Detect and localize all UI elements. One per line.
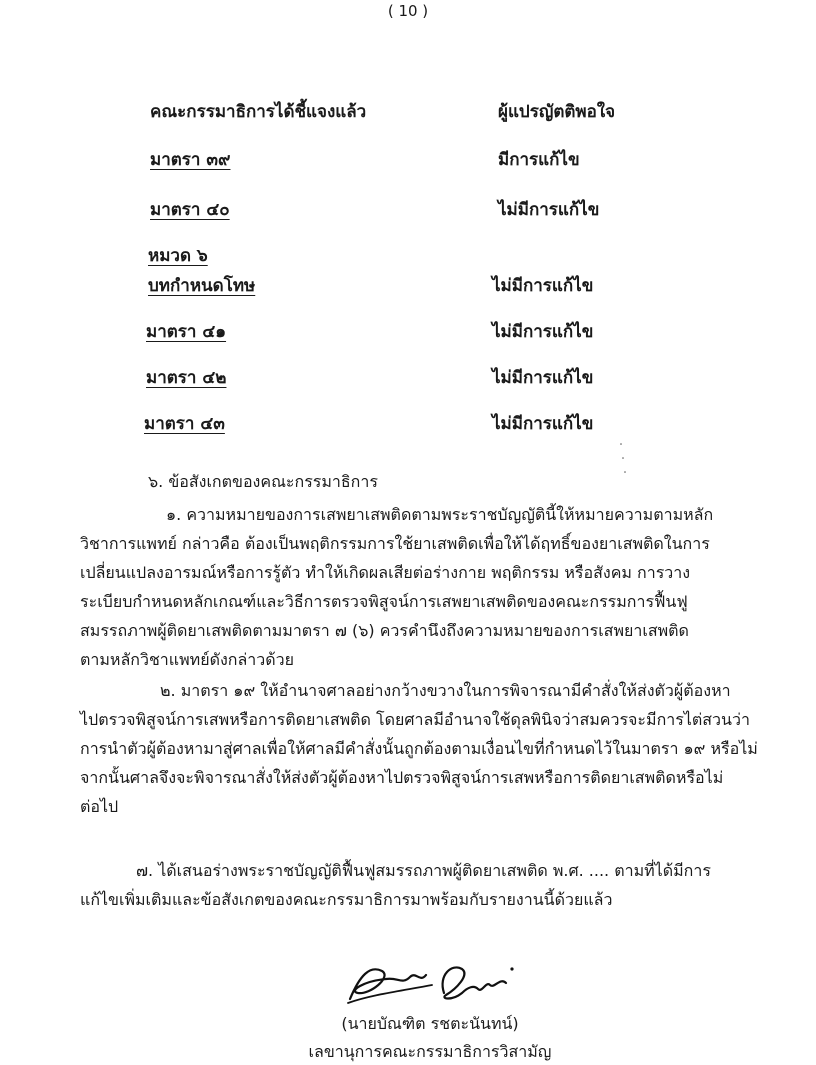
paragraph-line: ตามหลักวิชาแพทย์ดังกล่าวด้วย [80, 650, 294, 669]
row-label: มาตรา ๔๒ [146, 368, 227, 388]
section-6-paragraph-2 [80, 676, 758, 821]
paragraph-line: การนำตัวผู้ต้องหามาสู่ศาลเพื่อให้ศาลมีคำสั่งนั้นถูกต้องตามเงื่อนไขที่กำหนดไว้ในมาตรา ๑๙ หรือไม่ [80, 739, 758, 758]
row-label: มาตรา ๔๑ [146, 322, 227, 342]
row-label: บทกำหนดโทษ [148, 276, 256, 296]
row-label: มาตรา ๔๓ [144, 414, 225, 434]
paragraph-line: ๑. ความหมายของการเสพยาเสพติดตามพระราชบัญญัตินี้ให้หมายความตามหลัก [166, 505, 714, 524]
row-section-39 [0, 146, 816, 170]
paragraph-line: ระเบียบกำหนดหลักเกณฑ์และวิธีการตรวจพิสูจน์การเสพยาเสพติดของคณะกรรมการฟื้นฟู [80, 592, 688, 611]
header-right: ผู้แปรญัตติพอใจ [498, 102, 616, 122]
row-section-43 [0, 410, 816, 434]
row-section-40 [0, 196, 816, 220]
paragraph-line: วิชาการแพทย์ กล่าวคือ ต้องเป็นพฤติกรรมการใช้ยาเสพติดเพื่อให้ได้ฤทธิ์ของยาเสพติดในการ [80, 534, 710, 553]
row-status: ไม่มีการแก้ไข [492, 368, 594, 388]
header-left: คณะกรรมาธิการได้ชี้แจงแล้ว [150, 102, 367, 122]
row-status: ไม่มีการแก้ไข [492, 276, 594, 296]
paragraph-line: สมรรถภาพผู้ติดยาเสพติดตามมาตรา ๗ (๖) ควรคำนึงถึงความหมายของการเสพยาเสพติด [80, 621, 689, 640]
row-section-42 [0, 364, 816, 388]
row-status: มีการแก้ไข [498, 150, 580, 170]
signatory-title: เลขานุการคณะกรรมาธิการวิสามัญ [308, 1042, 552, 1061]
paragraph-line: เปลี่ยนแปลงอารมณ์หรือการรู้ตัว ทำให้เกิดผลเสียต่อร่างกาย พฤติกรรม หรือสังคม การวาง [80, 563, 691, 582]
page-number: ( 10 ) [387, 2, 429, 20]
paragraph-line: แก้ไขเพิ่มเติมและข้อสังเกตของคณะกรรมาธิการมาพร้อมกับรายงานนี้ด้วยแล้ว [80, 890, 613, 909]
paragraph-line: ต่อไป [80, 797, 119, 816]
row-label: หมวด ๖ [148, 246, 208, 266]
row-chapter-6 [0, 242, 816, 266]
row-section-41 [0, 318, 816, 342]
section-6-heading: ๖. ข้อสังเกตของคณะกรรมาธิการ [148, 472, 378, 491]
handwritten-signature [340, 955, 530, 1015]
row-status: ไม่มีการแก้ไข [492, 414, 594, 434]
section-7-paragraph [80, 856, 732, 914]
row-label: มาตรา ๓๙ [150, 150, 231, 170]
section-6-paragraph-1 [80, 500, 732, 674]
row-penalty-provisions [0, 272, 816, 296]
row-label: มาตรา ๔๐ [150, 200, 230, 220]
signatory-name: (นายบัณฑิต รชตะนันทน์) [341, 1014, 519, 1033]
paragraph-line: จากนั้นศาลจึงจะพิจารณาสั่งให้ส่งตัวผู้ต้องหาไปตรวจพิสูจน์การเสพหรือการติดยาเสพติดหรือไม่ [80, 768, 724, 787]
paragraph-line: ๒. มาตรา ๑๙ ให้อำนาจศาลอย่างกว้างขวางในการพิจารณามีคำสั่งให้ส่งตัวผู้ต้องหา [160, 681, 731, 700]
scan-speck [617, 438, 629, 478]
paragraph-line: ๗. ได้เสนอร่างพระราชบัญญัติฟื้นฟูสมรรถภาพผู้ติดยาเสพติด พ.ศ. .... ตามที่ได้มีการ [136, 861, 711, 880]
row-status: ไม่มีการแก้ไข [498, 200, 600, 220]
row-status: ไม่มีการแก้ไข [492, 322, 594, 342]
column-header-row [0, 98, 816, 122]
paragraph-line: ไปตรวจพิสูจน์การเสพหรือการติดยาเสพติด โดยศาลมีอำนาจใช้ดุลพินิจว่าสมควรจะมีการไต่สวนว่า [80, 710, 750, 729]
